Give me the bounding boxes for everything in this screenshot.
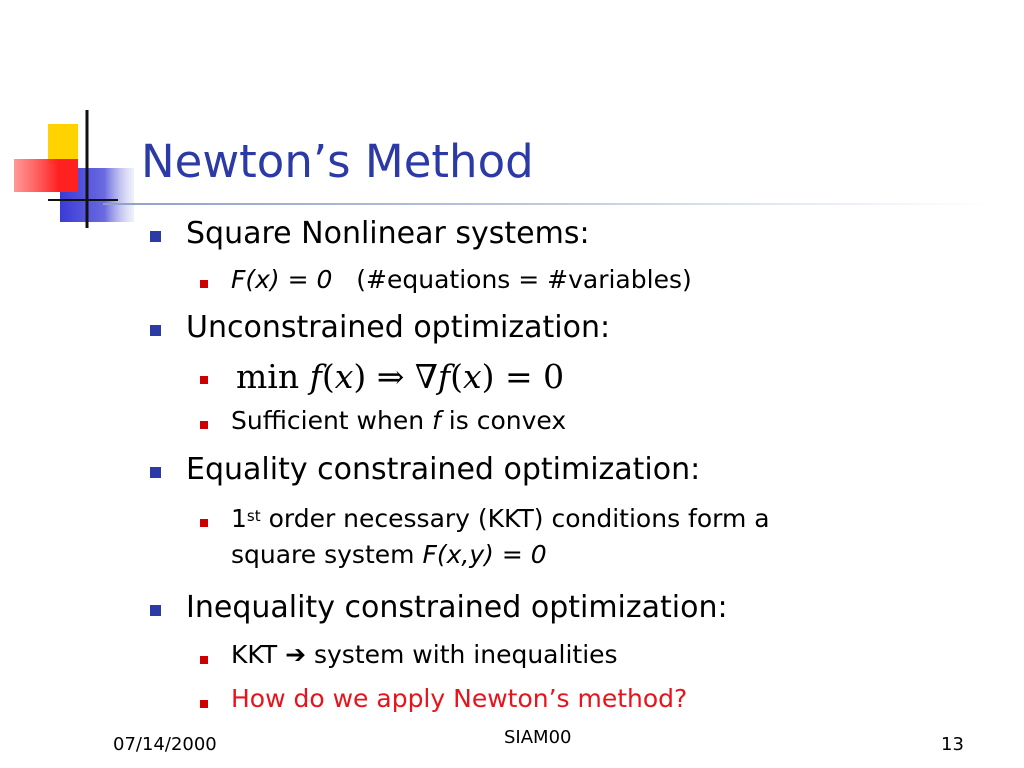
- math-f: f: [437, 357, 451, 396]
- sub-bullet-marker: [200, 519, 208, 527]
- min-gradient-equation: [236, 357, 564, 397]
- sufficient-post: is convex: [448, 406, 567, 435]
- math-f: f: [309, 357, 322, 396]
- kkt-text: order necessary (KKT) conditions form a: [268, 504, 770, 533]
- fx-equation: F(x) = 0: [231, 265, 333, 294]
- math-equals: =: [505, 357, 533, 396]
- math-zero: 0: [543, 357, 565, 396]
- footer-center: SIAM00: [504, 727, 572, 748]
- sub-bullet-marker: [200, 421, 208, 429]
- bullet-square-nonlinear: Square Nonlinear systems:: [186, 216, 590, 251]
- footer-date: 07/14/2000: [113, 734, 217, 755]
- bullet-inequality: Inequality constrained optimization:: [186, 590, 728, 625]
- sub-bullet-kkt: [231, 504, 770, 534]
- sub-bullet-marker: [200, 280, 208, 288]
- fxy-equation: F(x,y) = 0: [422, 540, 547, 569]
- bullet-marker: [150, 325, 161, 336]
- sub-bullet-marker: [200, 376, 208, 384]
- bullet-marker: [150, 605, 161, 616]
- sub-bullet-marker: [200, 656, 208, 664]
- sub-bullet-question: How do we apply Newton’s method?: [231, 684, 688, 713]
- math-paren: ): [481, 357, 495, 396]
- inequalities-text: system with inequalities: [313, 640, 618, 669]
- sub-bullet-kkt-system: [231, 640, 618, 670]
- sufficient-f: f: [432, 406, 441, 435]
- math-x: x: [334, 357, 354, 396]
- bullet-equality: Equality constrained optimization:: [186, 452, 701, 487]
- square-system-text: square system: [231, 540, 415, 569]
- math-x: x: [463, 357, 482, 396]
- math-nabla: ∇: [414, 357, 438, 396]
- bullet-marker: [150, 231, 161, 242]
- kkt-label: KKT: [231, 640, 278, 669]
- kkt-ordinal: st: [246, 507, 261, 525]
- sub-bullet-kkt-line2: [231, 540, 547, 570]
- math-paren: ): [353, 357, 367, 396]
- slide-title: Newton’s Method: [141, 135, 534, 188]
- sub-bullet-sufficient: [231, 406, 566, 436]
- footer-page-number: 13: [941, 734, 964, 755]
- bullet-unconstrained: Unconstrained optimization:: [186, 310, 611, 345]
- sub-bullet-marker: [200, 700, 208, 708]
- right-arrow-icon: ➔: [285, 640, 307, 669]
- math-paren: (: [321, 357, 335, 396]
- math-implies: ⇒: [376, 357, 405, 396]
- kkt-number: 1: [231, 504, 247, 533]
- math-paren: (: [450, 357, 463, 396]
- sub-bullet-fx: [231, 265, 692, 295]
- sufficient-text: Sufficient when: [231, 406, 425, 435]
- math-min: min: [236, 357, 300, 396]
- fx-note: (#equations = #variables): [356, 265, 692, 294]
- title-divider: [103, 203, 993, 205]
- bullet-marker: [150, 467, 161, 478]
